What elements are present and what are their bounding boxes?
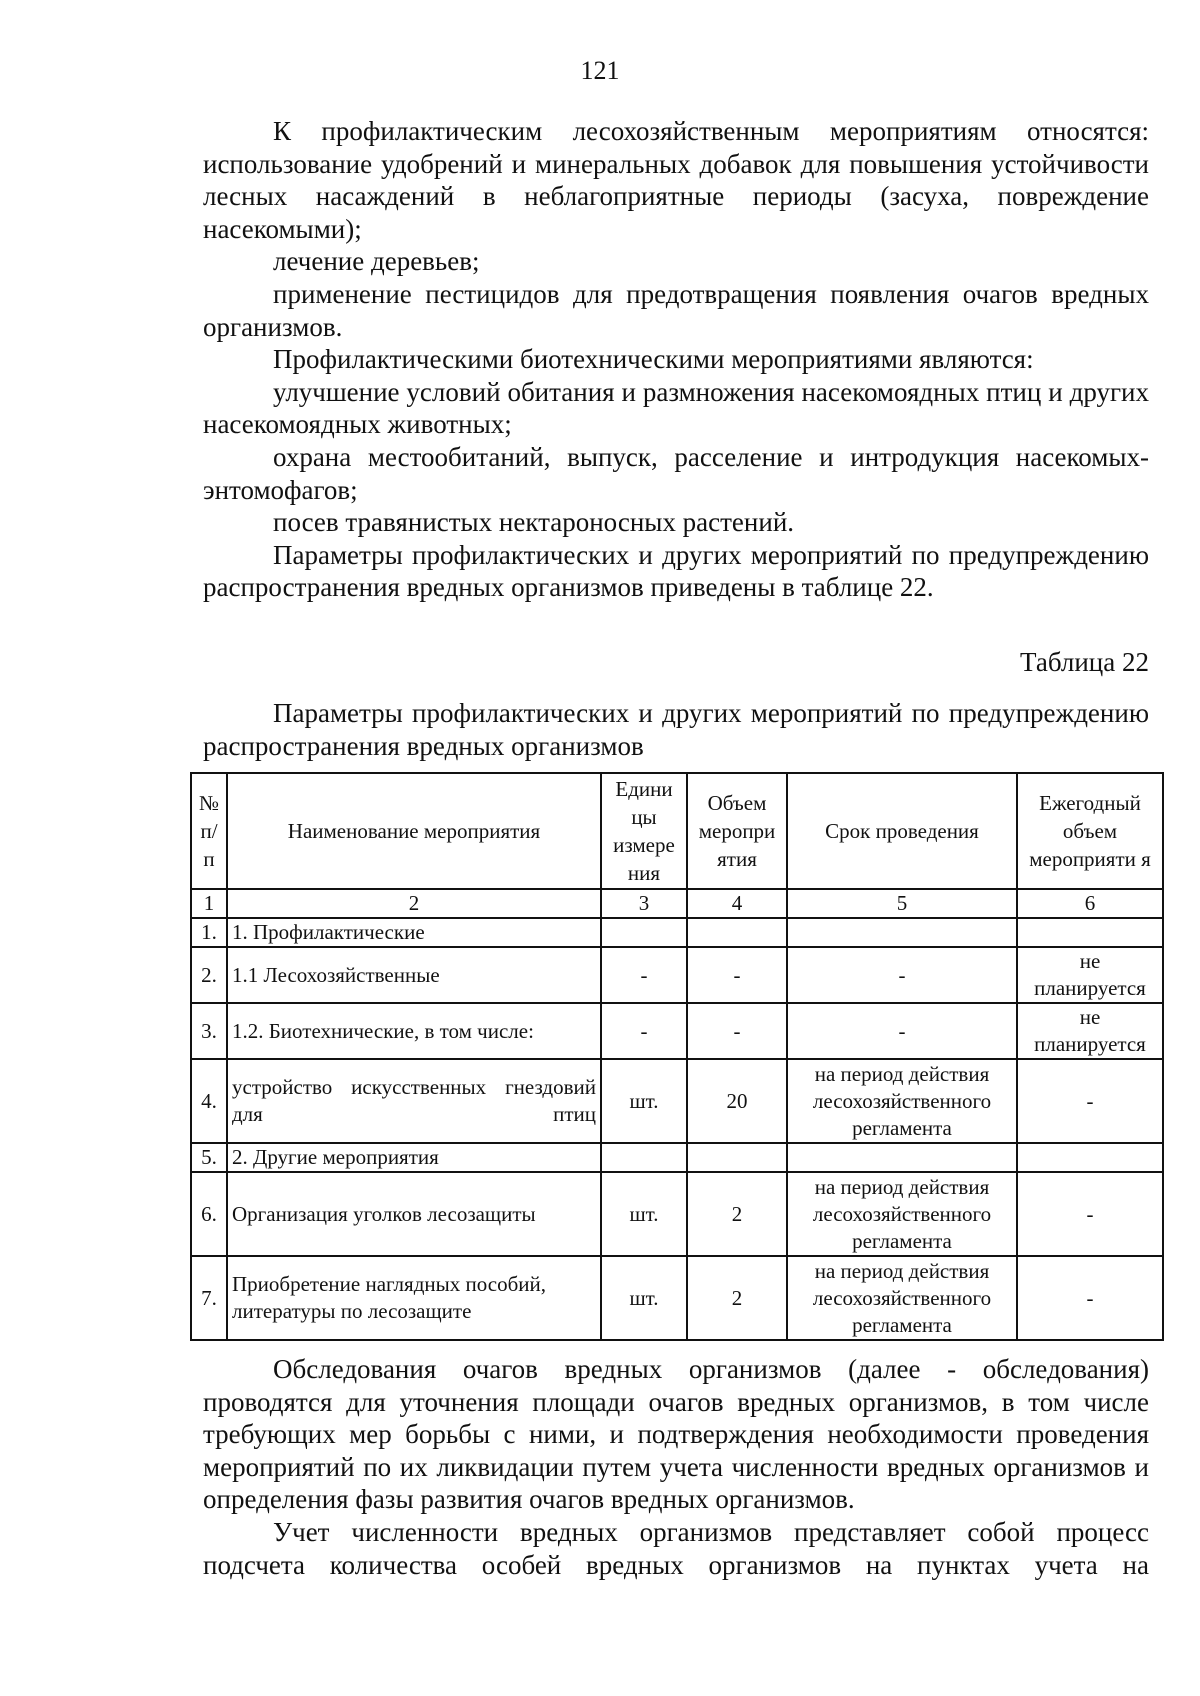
column-number: 5 bbox=[787, 889, 1017, 918]
column-number: 3 bbox=[601, 889, 687, 918]
closing-paragraph: Учет численности вредных организмов представляет собой процесс подсчета количества особей вредных организмов на пунктах учета на bbox=[203, 1516, 1149, 1580]
table-row bbox=[191, 1003, 1163, 1059]
intro-paragraph: улучшение условий обитания и размножения насекомоядных птиц и других насекомоядных животных; bbox=[203, 376, 1149, 440]
row-name: 2. Другие мероприятия bbox=[227, 1143, 601, 1172]
row-unit: шт. bbox=[601, 1172, 687, 1256]
table-row bbox=[191, 1172, 1163, 1256]
row-annual: не планируется bbox=[1017, 1003, 1163, 1059]
table-row bbox=[191, 918, 1163, 947]
row-volume: 2 bbox=[687, 1172, 787, 1256]
row-name: 1.1 Лесохозяйственные bbox=[227, 947, 601, 1003]
column-number-row bbox=[191, 889, 1163, 918]
header-num: № п/п bbox=[191, 773, 227, 889]
row-annual: не планируется bbox=[1017, 947, 1163, 1003]
row-name: 1.2. Биотехнические, в том числе: bbox=[227, 1003, 601, 1059]
row-annual: - bbox=[1017, 1059, 1163, 1143]
header-unit: Едини цы измере ния bbox=[601, 773, 687, 889]
intro-paragraph: охрана местообитаний, выпуск, расселение и интродукция насекомых-энтомофагов; bbox=[203, 441, 1149, 505]
row-term: на период действия лесохозяйственного регламента bbox=[787, 1059, 1017, 1143]
table-row bbox=[191, 1143, 1163, 1172]
row-unit bbox=[601, 1143, 687, 1172]
closing-paragraph: Обследования очагов вредных организмов (далее - обследования) проводятся для уточнения площади очагов вредных организмов, в том числе требующих мер борьбы с ними, и подтверждения необходимости проведения мероприятий по их ликвидации путем учета численности вредных организмов и определения фазы развития очагов вредных организмов. bbox=[203, 1354, 1149, 1515]
row-term: - bbox=[787, 947, 1017, 1003]
table-row bbox=[191, 947, 1163, 1003]
column-number: 2 bbox=[227, 889, 601, 918]
intro-paragraph: применение пестицидов для предотвращения появления очагов вредных организмов. bbox=[203, 278, 1149, 342]
intro-paragraph: посев травянистых нектароносных растений. bbox=[273, 507, 795, 538]
header-volume: Объем меропри ятия bbox=[687, 773, 787, 889]
row-term: на период действия лесохозяйственного регламента bbox=[787, 1256, 1017, 1340]
measures-table bbox=[190, 772, 1164, 1341]
row-volume: - bbox=[687, 947, 787, 1003]
row-annual: - bbox=[1017, 1256, 1163, 1340]
closing-text bbox=[203, 1353, 1149, 1581]
row-term bbox=[787, 1143, 1017, 1172]
table-row bbox=[191, 1256, 1163, 1340]
row-unit bbox=[601, 918, 687, 947]
intro-paragraph: К профилактическим лесохозяйственным мероприятиям относятся: использование удобрений и минеральных добавок для повышения устойчивости лесных насаждений в неблагоприятные периоды (засуха, повреждение насекомыми); bbox=[203, 116, 1149, 244]
intro-paragraph: Параметры профилактических и других мероприятий по предупреждению распространения вредных организмов приведены в таблице 22. bbox=[203, 539, 1149, 603]
row-volume bbox=[687, 1143, 787, 1172]
row-num: 6. bbox=[191, 1172, 227, 1256]
column-number: 6 bbox=[1017, 889, 1163, 918]
intro-paragraph: Профилактическими биотехническими мероприятиями являются: bbox=[273, 344, 1034, 375]
row-annual bbox=[1017, 1143, 1163, 1172]
row-unit: шт. bbox=[601, 1059, 687, 1143]
table-label: Таблица 22 bbox=[1020, 647, 1149, 677]
row-unit: - bbox=[601, 947, 687, 1003]
row-num: 7. bbox=[191, 1256, 227, 1340]
row-term bbox=[787, 918, 1017, 947]
row-volume: 2 bbox=[687, 1256, 787, 1340]
header-annual: Ежегодный объем мероприяти я bbox=[1017, 773, 1163, 889]
row-annual: - bbox=[1017, 1172, 1163, 1256]
row-num: 1. bbox=[191, 918, 227, 947]
row-volume: 20 bbox=[687, 1059, 787, 1143]
row-num: 4. bbox=[191, 1059, 227, 1143]
row-num: 5. bbox=[191, 1143, 227, 1172]
intro-text bbox=[203, 115, 1149, 604]
row-volume bbox=[687, 918, 787, 947]
row-volume: - bbox=[687, 1003, 787, 1059]
row-unit: - bbox=[601, 1003, 687, 1059]
row-annual bbox=[1017, 918, 1163, 947]
header-name: Наименование мероприятия bbox=[227, 773, 601, 889]
table-caption bbox=[203, 697, 1149, 762]
row-num: 3. bbox=[191, 1003, 227, 1059]
table-row bbox=[191, 1059, 1163, 1143]
row-name: Приобретение наглядных пособий, литературы по лесозащите bbox=[227, 1256, 601, 1340]
page-number: 121 bbox=[580, 56, 620, 85]
row-name: устройство искусственных гнездовий для птиц bbox=[227, 1059, 601, 1143]
row-unit: шт. bbox=[601, 1256, 687, 1340]
row-num: 2. bbox=[191, 947, 227, 1003]
table-caption-text: Параметры профилактических и других мероприятий по предупреждению распространения вредных организмов bbox=[203, 698, 1149, 761]
header-term: Срок проведения bbox=[787, 773, 1017, 889]
table-header-row bbox=[191, 773, 1163, 889]
row-term: на период действия лесохозяйственного регламента bbox=[787, 1172, 1017, 1256]
column-number: 4 bbox=[687, 889, 787, 918]
row-name: 1. Профилактические bbox=[227, 918, 601, 947]
column-number: 1 bbox=[191, 889, 227, 918]
row-name: Организация уголков лесозащиты bbox=[227, 1172, 601, 1256]
intro-paragraph: лечение деревьев; bbox=[273, 246, 480, 277]
row-term: - bbox=[787, 1003, 1017, 1059]
